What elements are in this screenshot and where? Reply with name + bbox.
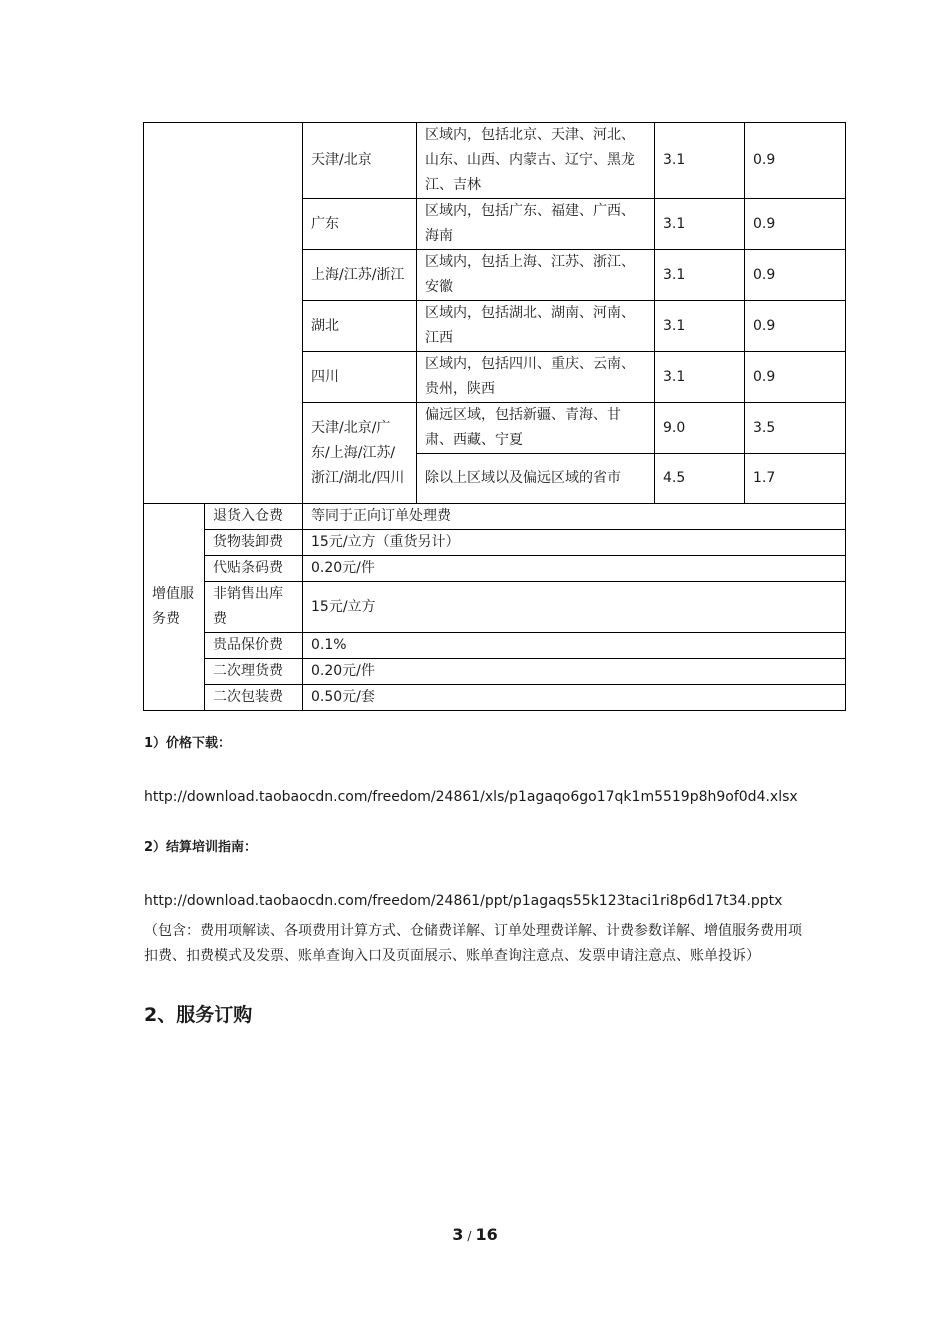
first-price-cell: 4.5 bbox=[655, 454, 745, 504]
service-name-cell: 代贴条码费 bbox=[205, 556, 303, 582]
page-separator: / bbox=[467, 1229, 472, 1243]
region-cell: 天津/北京/广东/上海/江苏/浙江/湖北/四川 bbox=[303, 403, 417, 504]
empty-group-cell bbox=[144, 123, 303, 504]
service-name-cell: 退货入仓费 bbox=[205, 504, 303, 530]
first-price-cell: 9.0 bbox=[655, 403, 745, 454]
first-price-cell: 3.1 bbox=[655, 123, 745, 199]
fee-table bbox=[143, 122, 846, 711]
training-guide-note: （包含：费用项解读、各项费用计算方式、仓储费详解、订单处理费详解、计费参数详解、增值服务费用项扣费、扣费模式及发票、账单查询入口及页面展示、账单查询注意点、发票申请注意点、账单投诉） bbox=[144, 923, 802, 964]
total-pages: 16 bbox=[475, 1225, 498, 1244]
first-price-cell: 3.1 bbox=[655, 352, 745, 403]
table-row bbox=[144, 123, 846, 199]
price-download-link[interactable]: http://download.taobaocdn.com/freedom/24861/xls/p1agaqo6go17qk1m5519p8h9of0d4.xlsx bbox=[144, 789, 798, 805]
scope-cell: 偏远区域，包括新疆、青海、甘肃、西藏、宁夏 bbox=[417, 403, 655, 454]
service-name-cell: 贵品保价费 bbox=[205, 633, 303, 659]
scope-cell: 区域内，包括四川、重庆、云南、贵州，陕西 bbox=[417, 352, 655, 403]
extra-price-cell: 3.5 bbox=[745, 403, 846, 454]
region-cell: 天津/北京 bbox=[303, 123, 417, 199]
value-added-group-label: 增值服务费 bbox=[144, 504, 205, 711]
extra-price-cell: 0.9 bbox=[745, 301, 846, 352]
service-price-cell: 15元/立方（重货另计） bbox=[303, 530, 846, 556]
service-price-cell: 0.20元/件 bbox=[303, 659, 846, 685]
extra-price-cell: 0.9 bbox=[745, 123, 846, 199]
first-price-cell: 3.1 bbox=[655, 250, 745, 301]
section-title: 2、服务订购 bbox=[144, 1004, 253, 1026]
scope-cell: 区域内，包括湖北、湖南、河南、江西 bbox=[417, 301, 655, 352]
region-cell: 上海/江苏/浙江 bbox=[303, 250, 417, 301]
training-guide-link[interactable]: http://download.taobaocdn.com/freedom/24861/ppt/p1agaqs55k123taci1ri8p6d17t34.pptx bbox=[144, 893, 783, 909]
training-guide-heading: 2）结算培训指南： bbox=[144, 840, 258, 855]
page-number bbox=[0, 1225, 950, 1244]
first-price-cell: 3.1 bbox=[655, 301, 745, 352]
service-price-cell: 15元/立方 bbox=[303, 582, 846, 633]
service-price-cell: 0.1% bbox=[303, 633, 846, 659]
service-price-cell: 0.50元/套 bbox=[303, 685, 846, 711]
extra-price-cell: 0.9 bbox=[745, 352, 846, 403]
extra-price-cell: 0.9 bbox=[745, 250, 846, 301]
service-name-cell: 货物装卸费 bbox=[205, 530, 303, 556]
service-name-cell: 非销售出库费 bbox=[205, 582, 303, 633]
scope-cell: 区域内，包括广东、福建、广西、海南 bbox=[417, 199, 655, 250]
price-download-heading: 1）价格下载： bbox=[144, 736, 232, 751]
table-row bbox=[144, 556, 846, 582]
table-row bbox=[144, 504, 846, 530]
table-row bbox=[144, 582, 846, 633]
region-cell: 湖北 bbox=[303, 301, 417, 352]
service-name-cell: 二次包装费 bbox=[205, 685, 303, 711]
table-row bbox=[144, 530, 846, 556]
scope-cell: 区域内，包括北京、天津、河北、山东、山西、内蒙古、辽宁、黑龙江、吉林 bbox=[417, 123, 655, 199]
service-price-cell: 0.20元/件 bbox=[303, 556, 846, 582]
current-page: 3 bbox=[452, 1225, 464, 1244]
scope-cell: 除以上区域以及偏远区域的省市 bbox=[417, 454, 655, 504]
scope-cell: 区域内，包括上海、江苏、浙江、安徽 bbox=[417, 250, 655, 301]
first-price-cell: 3.1 bbox=[655, 199, 745, 250]
service-name-cell: 二次理货费 bbox=[205, 659, 303, 685]
region-cell: 四川 bbox=[303, 352, 417, 403]
extra-price-cell: 0.9 bbox=[745, 199, 846, 250]
extra-price-cell: 1.7 bbox=[745, 454, 846, 504]
table-row bbox=[144, 633, 846, 659]
service-price-cell: 等同于正向订单处理费 bbox=[303, 504, 846, 530]
table-row bbox=[144, 659, 846, 685]
table-row bbox=[144, 685, 846, 711]
region-cell: 广东 bbox=[303, 199, 417, 250]
